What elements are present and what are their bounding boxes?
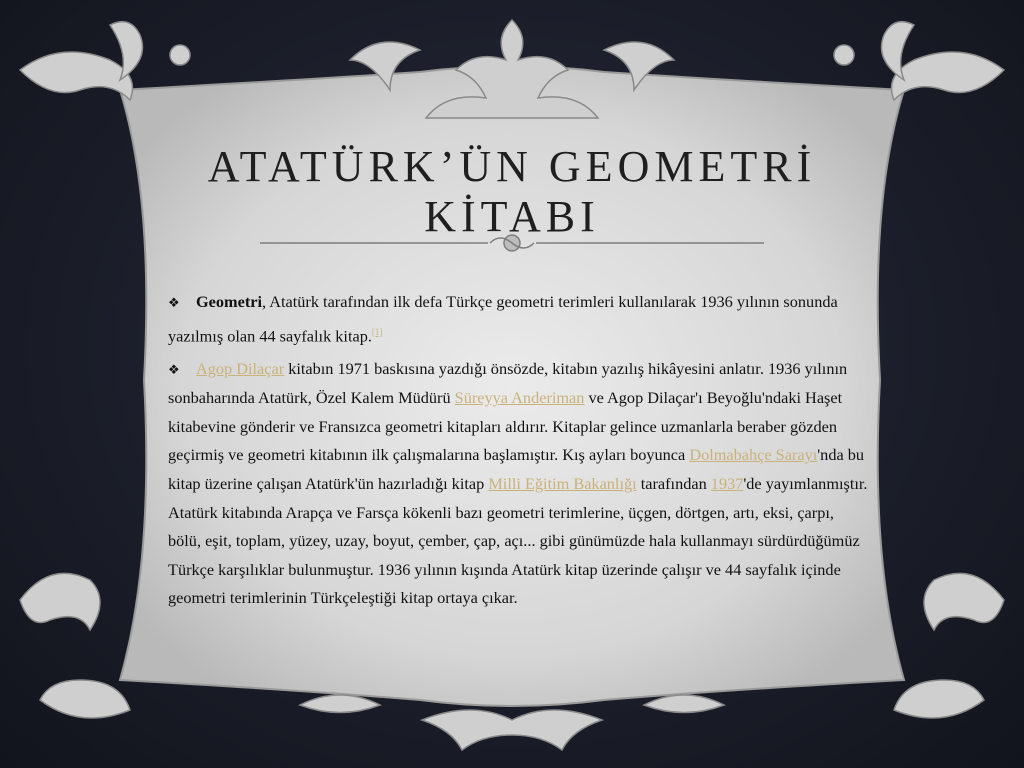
slide-body xyxy=(168,288,868,617)
title-line-1: ATATÜRK’ÜN GEOMETRİ xyxy=(207,142,817,191)
link-sureyya-anderiman[interactable]: Süreyya Anderiman xyxy=(454,388,585,408)
paragraph-text: kitabın 1971 baskısına yazdığı önsözde, kitabın yazılış hikâyesini anlatır. 1936 yılının sonbaharında Atatürk, Özel Kalem Müdürü xyxy=(168,358,848,408)
link-milli-egitim-bakanligi[interactable]: Milli Eğitim Bakanlığı xyxy=(488,473,637,493)
link-1937[interactable]: 1937 xyxy=(710,473,744,493)
paragraph-text: 'nda bu kitap üzerine çalışan Atatürk'ün hazırladığı kitap xyxy=(168,445,865,493)
link-agop-dilacar[interactable]: Agop Dilaçar xyxy=(196,358,285,378)
term-geometri: Geometri xyxy=(196,292,262,311)
diamond-bullet-icon: ❖ xyxy=(168,361,180,377)
reference-link[interactable]: [1] xyxy=(371,326,383,337)
link-dolmabahce-sarayi[interactable]: Dolmabahçe Sarayı xyxy=(689,445,818,465)
slide-title xyxy=(150,142,874,242)
title-line-2: KİTABI xyxy=(424,192,600,241)
paragraph-text: tarafından xyxy=(636,473,711,493)
paragraph-text: , Atatürk tarafından ilk defa Türkçe geometri terimleri kullanılarak 1936 yılının sonunda yazılmış olan 44 sayfalık kitap. xyxy=(168,292,838,346)
diamond-bullet-icon: ❖ xyxy=(168,295,180,310)
paragraph-text: ve Agop Dilaçar'ı Beyoğlu'ndaki Haşet kitabevine gönderir ve Fransızca geometri kitapları aldırır. Kitaplar gelince uzmanlarla beraber gözden geçirmiş ve geometri kitabının ilk çalışmalarına başlamıştır. Kış ayları boyunca xyxy=(168,388,843,465)
bullet-paragraph-1 xyxy=(168,288,868,351)
paragraph-text: 'de yayımlanmıştır. Atatürk kitabında Arapça ve Farsça kökenli bazı geometri terimlerine, üçgen, dörtgen, artı, eksi, çarpı, bölü, eşit, toplam, yüzey, uzay, boyut, çember, çap, açı... gibi günümüzde hala kullanmayı sürdürdüğümüz Türkçe karşılıklar bulunmuştur. 1936 yılının kışında Atatürk kitap üzerinde çalışır ve 44 sayfalık içinde geometri terimlerinin Türkçeleştiği kitap ortaya çıkar. xyxy=(168,473,868,608)
bullet-paragraph-2 xyxy=(168,355,868,613)
